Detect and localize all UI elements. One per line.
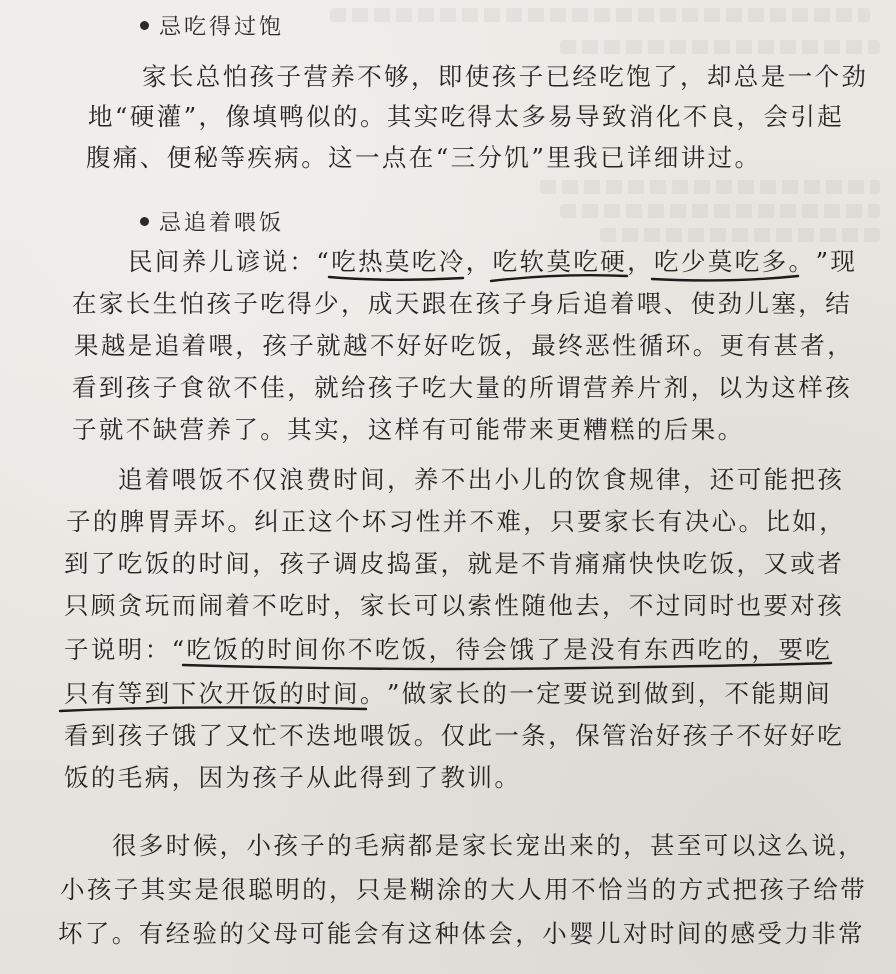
- quote-line: [64, 635, 833, 664]
- paragraph-line: 只顾贪玩而闹着不吃时，家长可以索性随他去，不过同时也要对孩: [64, 591, 845, 620]
- paragraph-line: 追着喂饭不仅浪费时间，养不出小儿的饮食规律，还可能把孩: [118, 465, 845, 494]
- paragraph-line: 很多时候，小孩子的毛病都是家长宠出来的，甚至可以这么说，: [112, 831, 866, 860]
- proverb-prefix: 民间养儿谚说：“: [128, 247, 332, 276]
- section-heading-chasing-feeding: [140, 206, 284, 237]
- proverb-suffix: ”现: [815, 247, 858, 276]
- underlined-phrase: [331, 247, 466, 276]
- quote-suffix: ”做家长的一定要说到做到，不能期间: [386, 679, 833, 708]
- proverb-phrase-2: 吃软莫吃硬: [492, 247, 628, 276]
- paragraph-line: 坏了。有经验的父母可能会有这种体会，小婴儿对时间的感受力非常: [58, 919, 865, 948]
- paragraph-line: 在家长生怕孩子吃得少，成天跟在孩子身后追着喂、使劲儿塞，结: [72, 289, 853, 318]
- bullet-icon: [140, 217, 149, 226]
- quote-prefix: 子说明：“: [64, 635, 187, 664]
- proverb-phrase-1: 吃热莫吃冷: [331, 247, 466, 276]
- proverb-phrase-3: 吃少莫吃多。: [654, 247, 816, 276]
- paragraph-line: 子就不缺营养了。其实，这样有可能带来更糟糕的后果。: [72, 415, 745, 444]
- bleed-through-texture: [560, 40, 880, 54]
- proverb-separator: ，: [465, 247, 493, 276]
- paragraph-line: 到了吃饭的时间，孩子调皮捣蛋，就是不肯痛痛快快吃饭，又或者: [64, 549, 845, 578]
- proverb-separator: ，: [627, 247, 655, 276]
- underlined-phrase: [654, 247, 816, 276]
- underlined-quote: [64, 679, 387, 708]
- bleed-through-texture: [540, 180, 880, 194]
- quote-text: 只有等到下次开饭的时间。: [64, 679, 387, 708]
- underlined-quote: [186, 635, 833, 664]
- paragraph-line: 看到孩子饿了又忙不迭地喂饭。仅此一条，保管治好孩子不好好吃: [64, 721, 845, 750]
- quote-text: 吃饭的时间你不吃饭，待会饿了是没有东西吃的，要吃: [186, 635, 833, 664]
- section-heading-overeating: [140, 10, 284, 41]
- quote-line: [64, 679, 833, 708]
- proverb-line: [128, 247, 858, 276]
- paragraph-line: 看到孩子食欲不佳，就给孩子吃大量的所谓营养片剂，以为这样孩: [72, 373, 853, 402]
- paragraph-line: 家长总怕孩子营养不够，即使孩子已经吃饱了，却总是一个劲: [142, 62, 869, 91]
- pen-underline: [327, 273, 467, 285]
- pen-underline: [183, 659, 833, 673]
- pen-underline: [489, 273, 629, 285]
- bleed-through-texture: [560, 204, 880, 218]
- bullet-icon: [140, 21, 149, 30]
- paragraph-line: 果越是追着喂，孩子就越不好好吃饭，最终恶性循环。更有甚者，: [74, 331, 855, 360]
- paragraph-line: 腹痛、便秘等疾病。这一点在“三分饥”里我已详细讲过。: [86, 143, 762, 172]
- paragraph-line: 地“硬灌”，像填鸭似的。其实吃得太多易导致消化不良，会引起: [88, 102, 845, 131]
- heading-text: 忌吃得过饱: [159, 15, 285, 40]
- pen-underline: [60, 703, 370, 717]
- bleed-through-texture: [330, 8, 870, 22]
- pen-underline: [650, 273, 800, 285]
- paragraph-line: 饭的毛病，因为孩子从此得到了教训。: [64, 763, 522, 792]
- bleed-through-texture: [600, 228, 880, 242]
- paragraph-line: 小孩子其实是很聪明的，只是糊涂的大人用不恰当的方式把孩子给带: [60, 875, 867, 904]
- underlined-phrase: [492, 247, 628, 276]
- paragraph-line: 子的脾胃弄坏。纠正这个坏习性并不难，只要家长有决心。比如，: [66, 507, 847, 536]
- heading-text: 忌追着喂饭: [159, 211, 285, 236]
